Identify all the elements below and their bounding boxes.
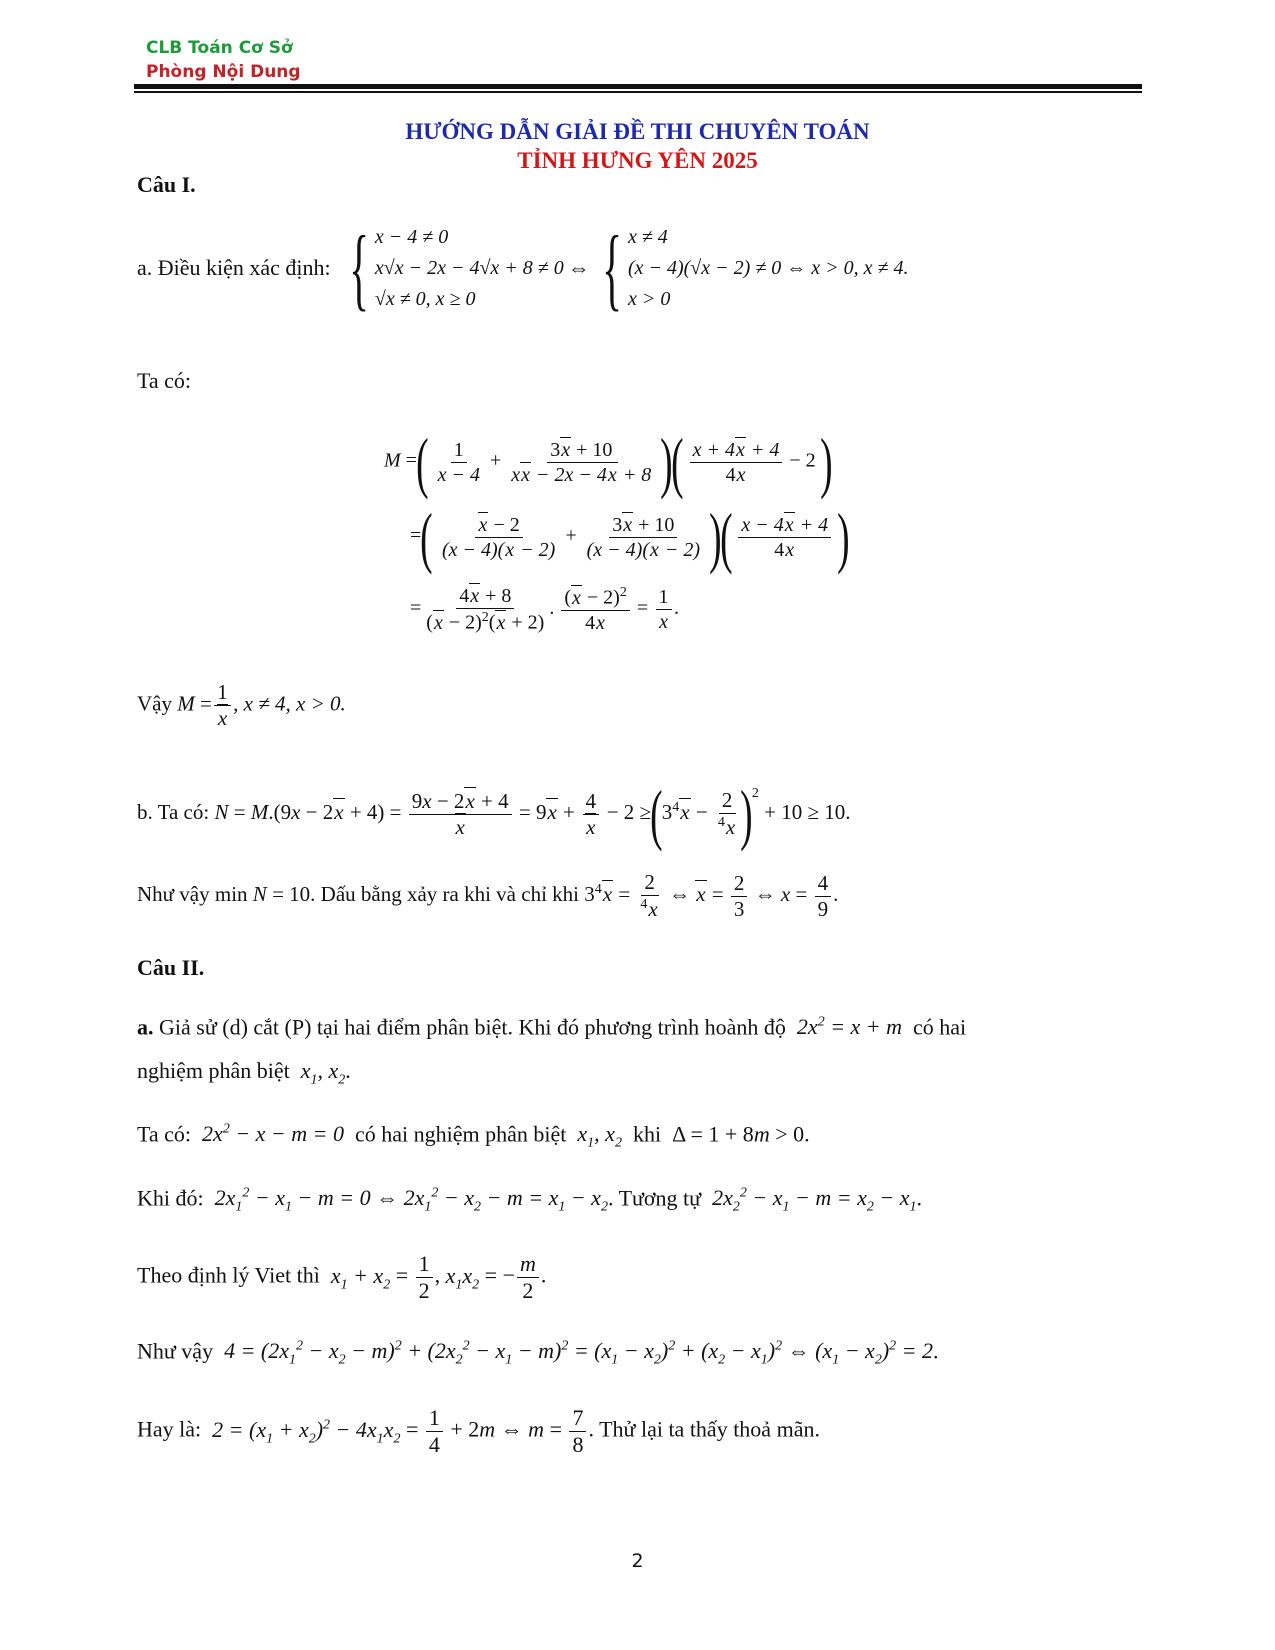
taco-mid: có hai nghiệm phân biệt — [355, 1121, 567, 1147]
tuongtu: Tương tự — [618, 1185, 702, 1211]
vay-label: Vậy — [137, 691, 172, 716]
header-rule-thick — [134, 84, 1142, 89]
club-name: CLB Toán Cơ Sở — [146, 38, 293, 58]
discriminant-line: Ta có: $2x^2 - x - m = 0$ có hai nghiệm phân biệt $x_1$, $x_2$ khi Δ = 1 + 8m > 0. — [137, 1121, 810, 1151]
document-title: HƯỚNG DẪN GIẢI ĐỀ THI CHUYÊN TOÁN — [405, 119, 870, 144]
part-a-statement-line-2: nghiệm phân biệt $x_1$, $x_2$. — [137, 1058, 351, 1088]
header-rule-thin — [134, 91, 1142, 93]
part-a2-text: Giả sử (d) cắt (P) tại hai điểm phân biệt. Khi đó phương trình hoành độ — [159, 1014, 786, 1040]
part-a2-text-end: có hai — [913, 1014, 967, 1040]
nhuvay-label: Như vậy — [137, 1338, 214, 1364]
taco-khi: khi — [632, 1121, 662, 1147]
hay-la-line: Hay là: $2 = (x_1 + x_2)^2 - 4x_1x_2$ = $\frac{1}{4}$ + 2m ⇔ m = $\frac{7}{8}$ . Thử lại ta thấy thoả mãn. — [137, 1405, 820, 1457]
khido-label: Khi đó: — [137, 1185, 204, 1211]
taco-label: Ta có: — [137, 1121, 192, 1147]
min-label: Như vậy — [137, 881, 210, 906]
part-b-expression: b. Ta có: N = M.(9x − 2x + 4) = $\frac{9x - 2x + 4}{x}$ = 9x + $\frac{4}{x}$ − $2 \ge(3^4x$ − $\frac{2}{^4x}$ )$^2$ + 10 ≥ 10. — [137, 776, 851, 852]
m-expression-line-3: = $\frac{4x + 8}{(x - 2)^2(x + 2)}$ . $\frac{(x - 2)^2}{4x}$ = $\frac{1}{x}$ . — [410, 585, 679, 634]
condition-right-1: x ≠ 4 — [627, 226, 668, 249]
conclusion-m: Vậy M = $\frac{1}{x}$ , x ≠ 4, x > 0. — [137, 680, 346, 730]
section-heading-1: Câu I. — [137, 172, 196, 197]
part-a2-text2: nghiệm phân biệt — [137, 1058, 290, 1083]
min-value-statement: Như vậy min N = 10. Dấu bằng xảy ra khi và chỉ khi $3^4x$ = $\frac{2}{^4x}$ ⇔ x = $\frac{2}{3}$ ⇔ x = $\frac{4}{9}$ . — [137, 870, 839, 921]
part-a-statement-line-1: a. Giả sử (d) cắt (P) tại hai điểm phân biệt. Khi đó phương trình hoành độ $2x^2 = x + m$ có hai — [137, 1014, 967, 1040]
viet-label: Theo định lý Viet thì — [137, 1262, 320, 1288]
vay-tail: , x ≠ 4, x > 0. — [233, 691, 346, 716]
thulai-text: Thử lại ta thấy thoả mãn. — [599, 1416, 820, 1442]
part-b-label: b. Ta có: — [137, 799, 210, 824]
condition-right-3: x > 0 — [627, 288, 671, 311]
condition-left-1: x − 4 ≠ 0 — [374, 226, 449, 249]
condition-left-3: √x ≠ 0, x ≥ 0 — [374, 288, 476, 311]
nhu-vay-line: Như vậy $4 = (2x_1^2 - x_2 - m)^2 + (2x_2^2 - x_1 - m)^2 = (x_1 - x_2)^2 + (x_2 - x_1)^2$ ⇔ $(x_1 - x_2)^2 = 2$. — [137, 1338, 939, 1368]
condition-left-2: x√x − 2x − 4√x + 8 ≠ 0 — [374, 257, 564, 280]
min-text: Dấu bằng xảy ra khi và chỉ khi — [320, 881, 579, 906]
m-expression-line-1: M =( $\frac{1}{x - 4}$ + $\frac{3x + 10}{xx - 2x - 4x + 8}$ )( $\frac{x + 4x + 4}{4x}$ − 2 ) — [384, 424, 833, 500]
page-number: 2 — [631, 1550, 644, 1572]
m-expression-line-2: =( $\frac{x - 2}{(x - 4)(x - 2)}$ + $\frac{3x + 10}{(x - 4)(x - 2)}$ )( $\frac{x - 4x + 4}{4x}$ ) — [410, 499, 850, 575]
document-subtitle: TỈNH HƯNG YÊN 2025 — [517, 148, 758, 173]
viet-line: Theo định lý Viet thì $x_1 + x_2$ = $\frac{1}{2}$ , $x_1x_2$ = − $\frac{m}{2}$ . — [137, 1251, 547, 1303]
condition-right-2: (x − 4)(√x − 2) ≠ 0 ⇔ x > 0, x ≠ 4. — [627, 257, 909, 280]
part-a-label: a. Điều kiện xác định: — [137, 255, 331, 281]
part-a2-label: a. — [137, 1014, 154, 1040]
khi-do-line: Khi đó: $2x_1^2 - x_1 - m = 0$ ⇔ $2x_1^2 - x_2 - m = x_1 - x_2$. Tương tự $2x_2^2 - x_1 - m = x_2 - x_1$. — [137, 1185, 922, 1215]
section-heading-2: Câu II. — [137, 955, 205, 980]
department-name: Phòng Nội Dung — [146, 62, 301, 82]
ta-co-label: Ta có: — [137, 368, 192, 393]
hayla-label: Hay là: — [137, 1416, 202, 1442]
domain-conditions: a. Điều kiện xác định: { x − 4 ≠ 0 x√x − 2x − 4√x + 8 ≠ 0 √x ≠ 0, x ≥ 0 ⇔ { x ≠ 4 (x − 4)(√x − 2) ≠ 0 ⇔ x > 0, x ≠ 4. x > 0 — [137, 217, 909, 319]
